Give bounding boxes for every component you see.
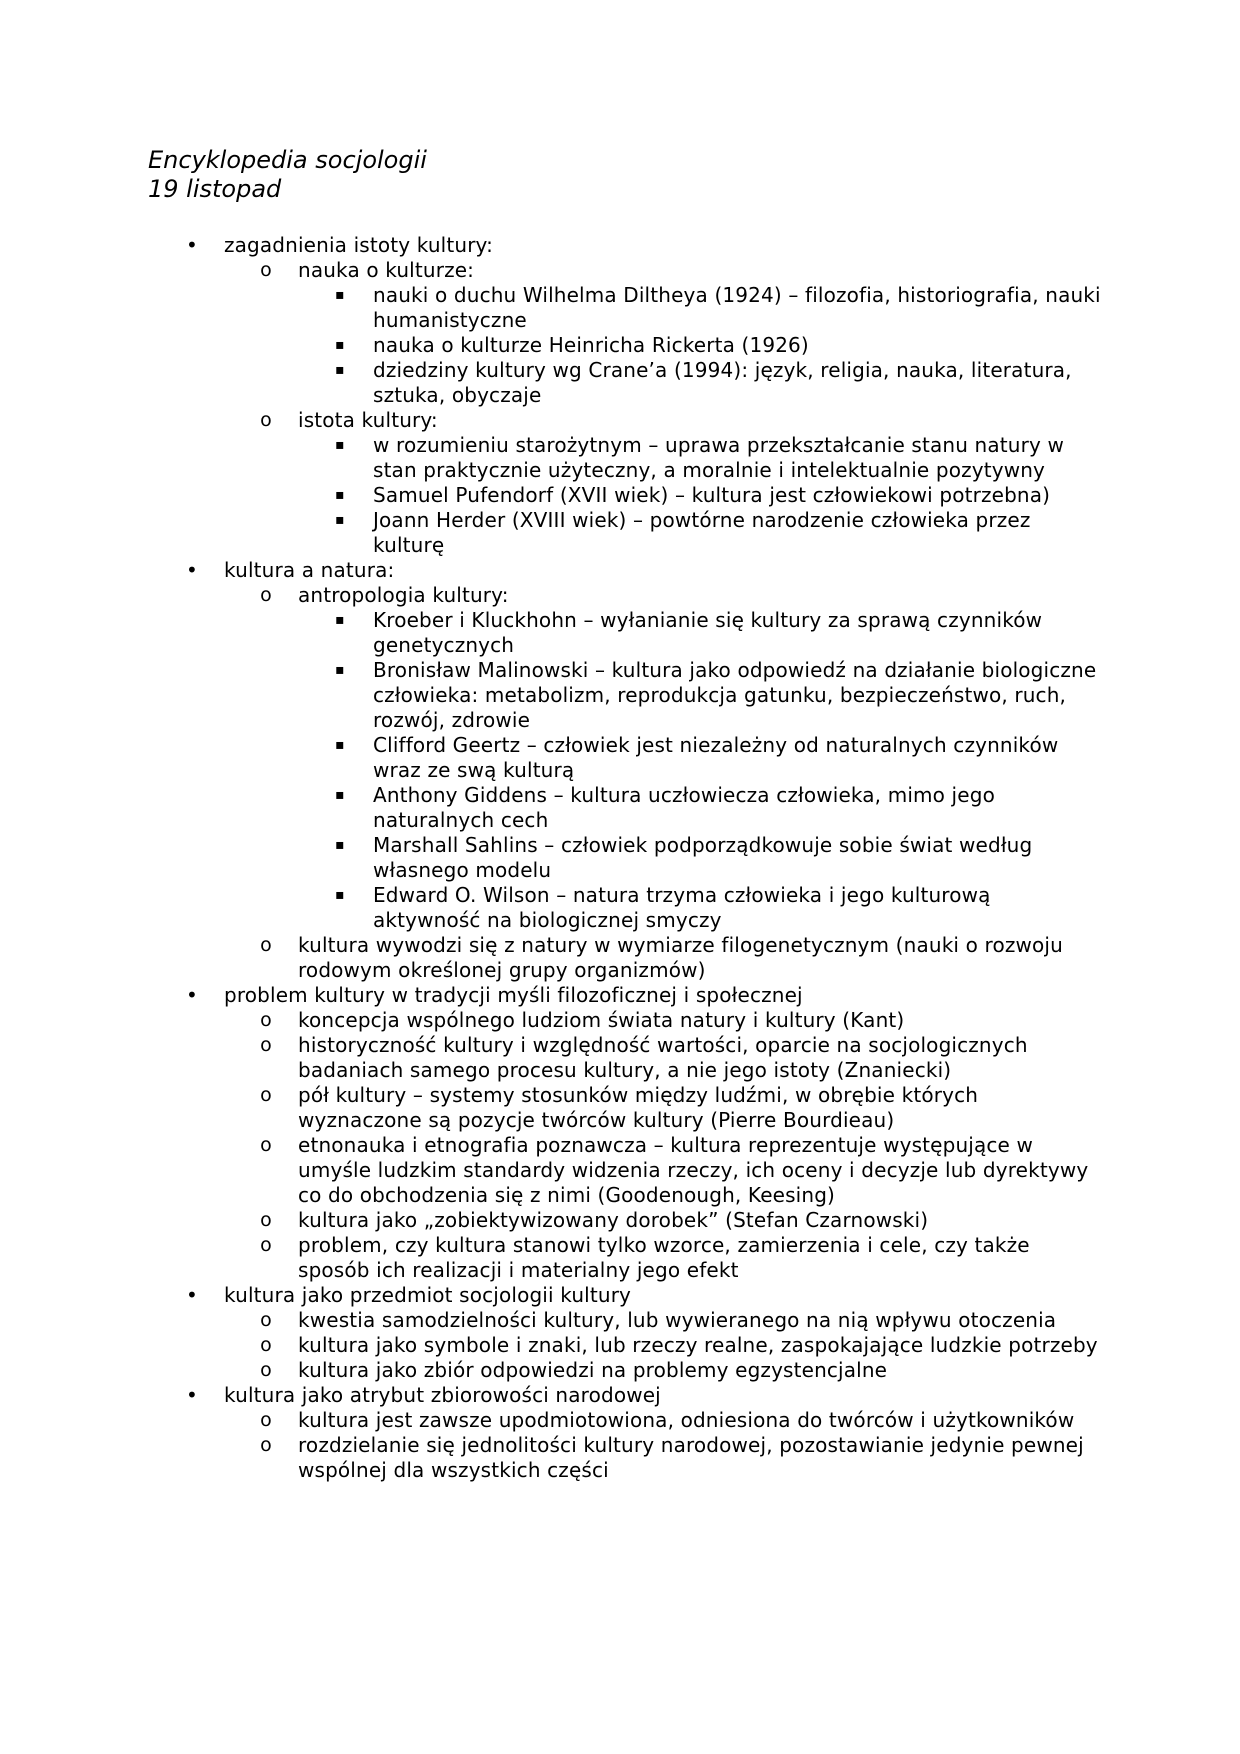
- outline-item-level-1: [0, 983, 1104, 1008]
- outline-item-text: nauka o kulturze:: [298, 258, 475, 282]
- outline-item-text: kultura wywodzi się z natury w wymiarze filogenetycznym (nauki o rozwoju rodowym określonej grupy organizmów): [298, 933, 1063, 982]
- outline-item-level-3: [0, 508, 1104, 558]
- outline-item-level-2: [0, 1308, 1104, 1333]
- outline-item-text: etnonauka i etnografia poznawcza – kultura reprezentuje występujące w umyśle ludzkim standardy widzenia rzeczy, ich oceny i decyzje lub dyrektywy co do obchodzenia się z nimi (Goodenough, Keesing): [298, 1133, 1089, 1207]
- bullet-marker-level-2: o: [260, 1034, 272, 1056]
- outline-item-text: dziedziny kultury wg Crane’a (1994): język, religia, nauka, literatura, sztuka, obyczaje: [373, 358, 1072, 407]
- outline-item-text: Kroeber i Kluckhohn – wyłanianie się kultury za sprawą czynników genetycznych: [373, 608, 1043, 657]
- outline-item-level-3: [0, 483, 1104, 508]
- bullet-marker-level-3: ▪: [335, 837, 345, 853]
- bullet-marker-level-3: ▪: [335, 512, 345, 528]
- outline-item-level-2: [0, 1358, 1104, 1383]
- outline-item-text: kultura a natura:: [224, 558, 395, 582]
- outline-item-text: kultura jako atrybut zbiorowości narodowej: [224, 1383, 661, 1407]
- outline-item-text: Clifford Geertz – człowiek jest niezależny od naturalnych czynników wraz ze swą kulturą: [373, 733, 1059, 782]
- outline-item-text: Joann Herder (XVIII wiek) – powtórne narodzenie człowieka przez kulturę: [373, 508, 1031, 557]
- outline-item-level-3: [0, 783, 1104, 833]
- outline-item-level-2: [0, 1408, 1104, 1433]
- bullet-marker-level-3: ▪: [335, 662, 345, 678]
- outline-item-level-2: [0, 1008, 1104, 1033]
- bullet-marker-level-3: ▪: [335, 287, 345, 303]
- bullet-marker-level-1: •: [186, 558, 198, 582]
- outline-item-text: nauka o kulturze Heinricha Rickerta (1926): [373, 333, 809, 357]
- bullet-marker-level-2: o: [260, 1359, 272, 1381]
- outline-item-level-3: [0, 433, 1104, 483]
- outline-list: [0, 233, 1240, 1483]
- outline-item-level-3: [0, 608, 1104, 658]
- outline-item-text: kultura jako przedmiot socjologii kultury: [224, 1283, 632, 1307]
- bullet-marker-level-1: •: [186, 983, 198, 1007]
- outline-item-level-2: [0, 933, 1104, 983]
- bullet-marker-level-2: o: [260, 1209, 272, 1231]
- bullet-marker-level-1: •: [186, 233, 198, 257]
- document-date: 19 listopad: [148, 175, 282, 203]
- outline-item-level-2: [0, 1333, 1104, 1358]
- bullet-marker-level-3: ▪: [335, 737, 345, 753]
- outline-item-level-3: [0, 883, 1104, 933]
- outline-item-text: pół kultury – systemy stosunków między ludźmi, w obrębie których wyznaczone są pozycje twórców kultury (Pierre Bourdieau): [298, 1083, 979, 1132]
- outline-item-level-2: [0, 1133, 1104, 1208]
- outline-item-text: Anthony Giddens – kultura uczłowiecza człowieka, mimo jego naturalnych cech: [373, 783, 995, 832]
- outline-item-level-3: [0, 833, 1104, 883]
- bullet-marker-level-1: •: [186, 1383, 198, 1407]
- bullet-marker-level-2: o: [260, 1009, 272, 1031]
- outline-item-level-2: [0, 1433, 1104, 1483]
- outline-item-level-3: [0, 333, 1104, 358]
- outline-item-text: Edward O. Wilson – natura trzyma człowieka i jego kulturową aktywność na biologicznej smyczy: [373, 883, 991, 932]
- outline-item-level-1: [0, 1383, 1104, 1408]
- outline-item-level-3: [0, 658, 1104, 733]
- outline-item-level-2: [0, 1083, 1104, 1133]
- outline-item-text: kultura jako symbole i znaki, lub rzeczy realne, zaspokajające ludzkie potrzeby: [298, 1333, 1098, 1357]
- bullet-marker-level-2: o: [260, 1234, 272, 1256]
- outline-item-text: Samuel Pufendorf (XVII wiek) – kultura jest człowiekowi potrzebna): [373, 483, 1051, 507]
- bullet-marker-level-2: o: [260, 1309, 272, 1331]
- bullet-marker-level-2: o: [260, 1409, 272, 1431]
- outline-item-text: historyczność kultury i względność wartości, oparcie na socjologicznych badaniach samego procesu kultury, a nie jego istoty (Znaniecki): [298, 1033, 1028, 1082]
- outline-item-text: istota kultury:: [298, 408, 438, 432]
- document-header: [148, 146, 427, 204]
- outline-item-level-3: [0, 358, 1104, 408]
- bullet-marker-level-3: ▪: [335, 487, 345, 503]
- outline-item-level-1: [0, 233, 1104, 258]
- outline-item-text: rozdzielanie się jednolitości kultury narodowej, pozostawianie jedynie pewnej wspólnej dla wszystkich części: [298, 1433, 1084, 1482]
- bullet-marker-level-3: ▪: [335, 362, 345, 378]
- outline-item-level-2: [0, 1033, 1104, 1083]
- outline-item-level-1: [0, 558, 1104, 583]
- outline-item-text: w rozumieniu starożytnym – uprawa przekształcanie stanu natury w stan praktycznie użyteczny, a moralnie i intelektualnie pozytywny: [373, 433, 1064, 482]
- bullet-marker-level-3: ▪: [335, 612, 345, 628]
- outline-item-text: Bronisław Malinowski – kultura jako odpowiedź na działanie biologiczne człowieka: metabolizm, reprodukcja gatunku, bezpieczeństwo, ruch, rozwój, zdrowie: [373, 658, 1097, 732]
- outline-item-text: nauki o duchu Wilhelma Diltheya (1924) – filozofia, historiografia, nauki humanistyczne: [373, 283, 1101, 332]
- bullet-marker-level-2: o: [260, 584, 272, 606]
- outline-item-text: kultura jest zawsze upodmiotowiona, odniesiona do twórców i użytkowników: [298, 1408, 1075, 1432]
- outline-item-text: antropologia kultury:: [298, 583, 509, 607]
- bullet-marker-level-3: ▪: [335, 887, 345, 903]
- outline-item-level-2: [0, 408, 1104, 433]
- bullet-marker-level-3: ▪: [335, 787, 345, 803]
- outline-item-level-3: [0, 283, 1104, 333]
- bullet-marker-level-2: o: [260, 259, 272, 281]
- outline-item-level-3: [0, 733, 1104, 783]
- bullet-marker-level-2: o: [260, 1434, 272, 1456]
- bullet-marker-level-1: •: [186, 1283, 198, 1307]
- outline-item-level-1: [0, 1283, 1104, 1308]
- outline-item-level-2: [0, 258, 1104, 283]
- outline-item-text: problem kultury w tradycji myśli filozoficznej i społecznej: [224, 983, 803, 1007]
- outline-item-text: Marshall Sahlins – człowiek podporządkowuje sobie świat według własnego modelu: [373, 833, 1033, 882]
- bullet-marker-level-3: ▪: [335, 437, 345, 453]
- bullet-marker-level-2: o: [260, 934, 272, 956]
- outline-item-text: problem, czy kultura stanowi tylko wzorce, zamierzenia i cele, czy także sposób ich realizacji i materialny jego efekt: [298, 1233, 1030, 1282]
- bullet-marker-level-2: o: [260, 1134, 272, 1156]
- document-title: Encyklopedia socjologii: [148, 146, 427, 174]
- outline-item-text: kwestia samodzielności kultury, lub wywieranego na nią wpływu otoczenia: [298, 1308, 1057, 1332]
- bullet-marker-level-2: o: [260, 409, 272, 431]
- outline-item-level-2: [0, 1208, 1104, 1233]
- outline-item-text: kultura jako zbiór odpowiedzi na problemy egzystencjalne: [298, 1358, 888, 1382]
- bullet-marker-level-3: ▪: [335, 337, 345, 353]
- outline-item-level-2: [0, 1233, 1104, 1283]
- outline-item-level-2: [0, 583, 1104, 608]
- bullet-marker-level-2: o: [260, 1084, 272, 1106]
- outline-item-text: kultura jako „zobiektywizowany dorobek” (Stefan Czarnowski): [298, 1208, 929, 1232]
- outline-item-text: koncepcja wspólnego ludziom świata natury i kultury (Kant): [298, 1008, 905, 1032]
- bullet-marker-level-2: o: [260, 1334, 272, 1356]
- outline-item-text: zagadnienia istoty kultury:: [224, 233, 493, 257]
